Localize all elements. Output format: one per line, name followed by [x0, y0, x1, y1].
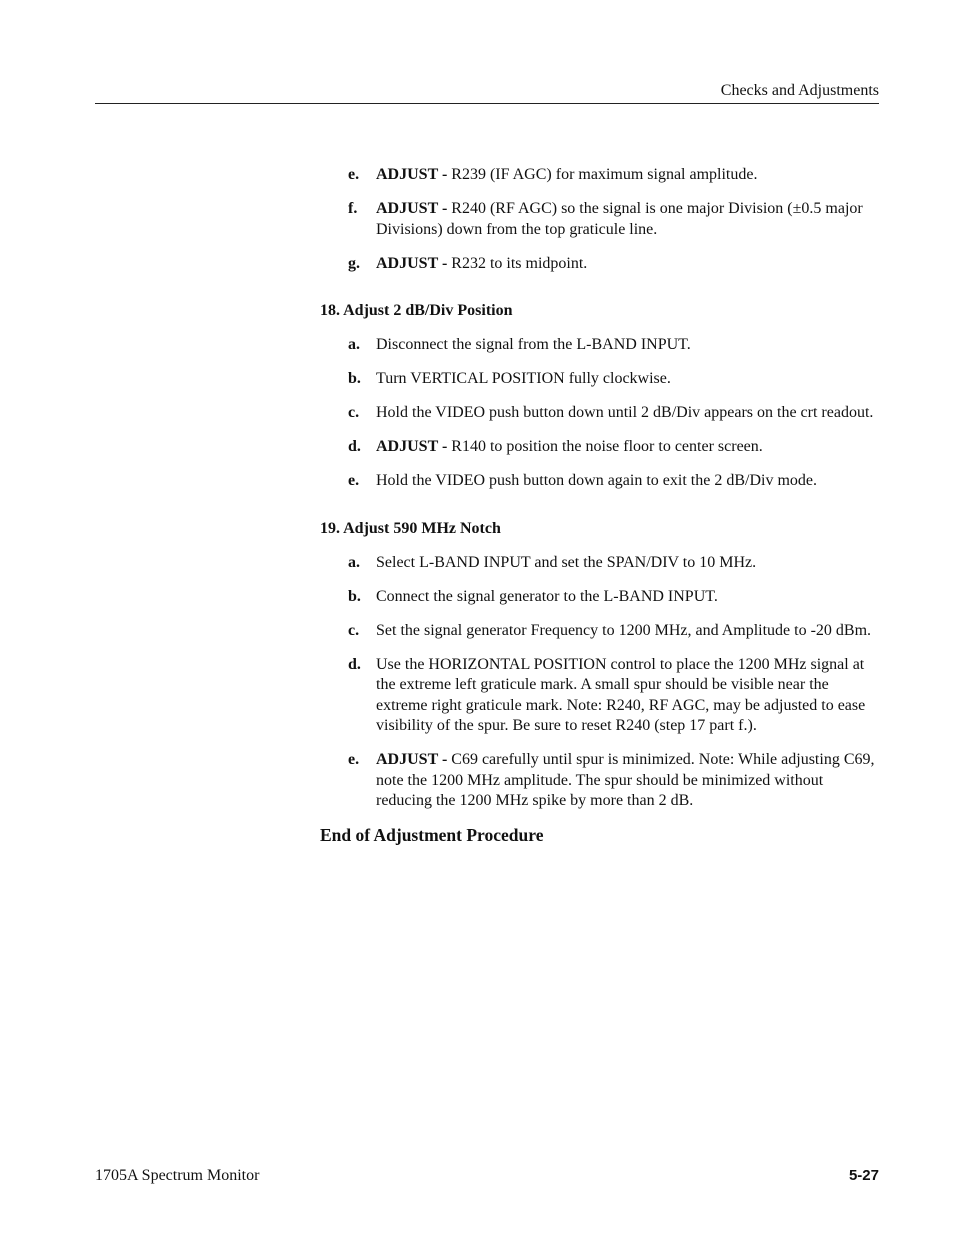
step-text [376, 403, 880, 424]
step-letter: e. [348, 166, 360, 183]
step-body: Use the HORIZONTAL POSITION control to place the 1200 MHz signal at the extreme left graticule mark. A small spur should be visible near the extreme right graticule mark. Note: R240, RF AGC, may be adjusted to ease visibility of the spur. Be sure to reset R240 (step 17 part f.). [376, 655, 866, 734]
step-19e [320, 750, 880, 812]
step-body: Turn VERTICAL POSITION fully clockwise. [376, 370, 671, 387]
section-19-heading: 19. Adjust 590 MHz Notch [320, 519, 501, 537]
step-body: Select L-BAND INPUT and set the SPAN/DIV to 10 MHz. [376, 553, 757, 571]
step-body: Connect the signal generator to the L-BAND INPUT. [376, 587, 718, 605]
step-body: Set the signal generator Frequency to 1200 MHz, and Amplitude to -20 dBm. [376, 621, 872, 639]
step-text [376, 335, 880, 356]
step-18c [320, 403, 880, 424]
step-18a [320, 335, 880, 356]
step-body: R232 to its midpoint. [447, 254, 588, 272]
header-rule [95, 103, 879, 104]
footer-product-name: 1705A Spectrum Monitor [95, 1167, 260, 1184]
step-letter: c. [348, 621, 360, 639]
step-18b [320, 369, 880, 390]
step-body: R140 to position the noise floor to center screen. [447, 438, 763, 455]
step-keyword: ADJUST - [376, 438, 448, 455]
step-letter: a. [348, 553, 360, 571]
step-letter: b. [348, 370, 361, 387]
step-text [376, 165, 880, 186]
step-body: R240 (RF AGC) so the signal is one major Division (±0.5 major Divisions) down from the top graticule line. [376, 200, 863, 238]
step-keyword: ADJUST - [376, 254, 448, 272]
step-text [376, 254, 880, 275]
step-text [376, 471, 880, 492]
step-text [376, 655, 880, 737]
step-keyword: ADJUST - [376, 200, 448, 217]
end-procedure-heading: End of Adjustment Procedure [320, 825, 544, 845]
step-text [376, 437, 880, 458]
step-18e [320, 471, 880, 492]
step-body: Hold the VIDEO push button down again to exit the 2 dB/Div mode. [376, 472, 817, 489]
section-18-heading: 18. Adjust 2 dB/Div Position [320, 302, 513, 319]
step-body: Disconnect the signal from the L-BAND INPUT. [376, 336, 691, 353]
step-letter: d. [348, 655, 361, 673]
step-text [376, 621, 880, 642]
step-body: C69 carefully until spur is minimized. Note: While adjusting C69, note the 1200 MHz amplitude. The spur should be minimized without reducing the 1200 MHz spike by more than 2 dB. [376, 751, 875, 809]
step-text [376, 587, 880, 608]
step-letter: e. [348, 751, 360, 768]
step-19c [320, 621, 880, 642]
step-text [376, 553, 880, 574]
step-letter: c. [348, 404, 360, 421]
step-body: R239 (IF AGC) for maximum signal amplitude. [447, 166, 758, 183]
step-letter: b. [348, 587, 361, 605]
step-letter: d. [348, 438, 361, 455]
procedure-content [320, 165, 880, 846]
step-letter: e. [348, 472, 360, 489]
step-letter: a. [348, 336, 360, 353]
step-g-top [320, 254, 880, 275]
step-e-top [320, 165, 880, 186]
step-keyword: ADJUST - [376, 751, 448, 768]
step-letter: g. [348, 254, 360, 272]
step-letter: f. [348, 200, 358, 217]
step-body: Hold the VIDEO push button down until 2 dB/Div appears on the crt readout. [376, 404, 874, 421]
page-number: 5-27 [848, 1167, 879, 1184]
step-19d [320, 655, 880, 737]
step-keyword: ADJUST - [376, 166, 448, 183]
step-text [376, 369, 880, 390]
step-18d [320, 437, 880, 458]
step-19a [320, 553, 880, 574]
step-text [376, 750, 880, 812]
step-text [376, 199, 880, 240]
step-19b [320, 587, 880, 608]
running-header: Checks and Adjustments [720, 82, 879, 99]
step-f-top [320, 199, 880, 240]
